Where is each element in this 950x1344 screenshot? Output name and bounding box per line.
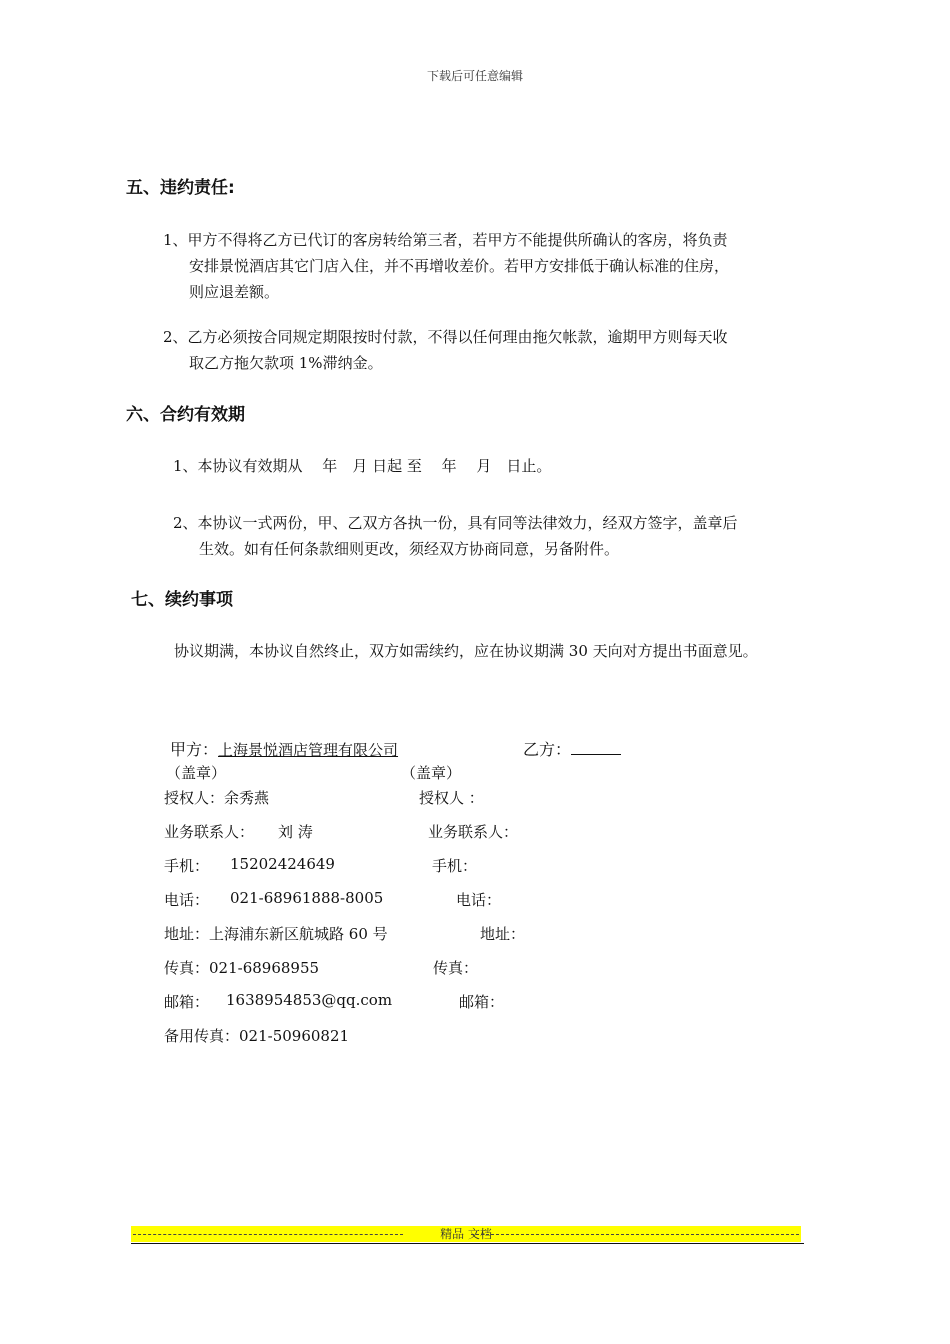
party-a-seal: （盖章）: [166, 764, 227, 782]
section5-title: 五、违约责任:: [126, 178, 235, 198]
party-b-phone: 电话：: [456, 891, 502, 909]
section6-item2-line1: 2、本协议一式两份，甲、乙双方各执一份，具有同等法律效力，经双方签字，盖章后: [173, 514, 738, 532]
section6-item1: 1、本协议有效期从 年 月 日起 至 年 月 日止。: [173, 457, 552, 475]
party-b-contact: 业务联系人：: [428, 823, 519, 841]
footer-rule: [131, 1243, 804, 1244]
party-a-email: 1638954853@qq.com: [226, 991, 393, 1009]
party-a-contact: [164, 821, 254, 842]
party-a-mobile-label: 手机：: [164, 857, 210, 875]
party-b-mobile: 手机：: [432, 857, 478, 875]
footer-dash-right: [471, 1234, 799, 1235]
party-a-authorized: 授权人：余秀燕: [164, 789, 270, 807]
party-a-line: [170, 737, 398, 760]
section6-title: 六、合约有效期: [126, 405, 245, 425]
section5-item2-line1: 2、乙方必须按合同规定期限按时付款，不得以任何理由拖欠帐款，逾期甲方则每天收: [163, 328, 728, 346]
party-a-label: 甲方：: [170, 740, 219, 759]
section5-item1-line2: 安排景悦酒店其它门店入住，并不再增收差价。若甲方安排低于确认标准的住房，: [189, 257, 730, 275]
party-a-contact-label: 业务联系人：: [164, 823, 255, 841]
party-b-label: 乙方：: [523, 740, 572, 759]
footer-highlight: [131, 1226, 801, 1242]
party-a-address: 地址：上海浦东新区航城路 60 号: [164, 925, 388, 943]
party-b-line: [523, 737, 621, 760]
party-a-backup-fax: 备用传真：021-50960821: [164, 1027, 350, 1045]
party-b-authorized: 授权人 ：: [419, 789, 484, 807]
party-b-email: 邮箱：: [459, 993, 505, 1011]
party-b-address: 地址：: [480, 925, 526, 943]
party-a-mobile: 15202424649: [230, 855, 335, 873]
section5-item2-line2: 取乙方拖欠款项 1%滞纳金。: [189, 354, 383, 372]
party-a-email-label: 邮箱：: [164, 993, 210, 1011]
section6-item2-line2: 生效。如有任何条款细则更改，须经双方协商同意，另备附件。: [199, 540, 620, 558]
party-b-seal: （盖章）: [401, 764, 462, 782]
header-note: 下载后可任意编辑: [426, 69, 523, 83]
party-a-phone: 021-68961888-8005: [230, 889, 384, 907]
party-a-contact-name: 刘 涛: [278, 823, 313, 841]
party-a-fax: 传真：021-68968955: [164, 959, 320, 977]
section5-item1-line1: 1、甲方不得将乙方已代订的客房转给第三者，若甲方不能提供所确认的客房，将负责: [163, 231, 728, 249]
section7-body: 协议期满，本协议自然终止，双方如需续约，应在协议期满 30 天向对方提出书面意见。: [174, 642, 758, 660]
footer-dash-left: [133, 1234, 403, 1235]
section7-title: 七、续约事项: [131, 590, 233, 610]
party-b-name-blank: [571, 740, 621, 755]
footer-text: 精品 文档: [437, 1227, 495, 1241]
party-b-fax: 传真：: [433, 959, 479, 977]
section5-item1-line3: 则应退差额。: [189, 283, 280, 301]
party-a-phone-label: 电话：: [164, 891, 210, 909]
party-a-name: 上海景悦酒店管理有限公司: [218, 741, 399, 759]
